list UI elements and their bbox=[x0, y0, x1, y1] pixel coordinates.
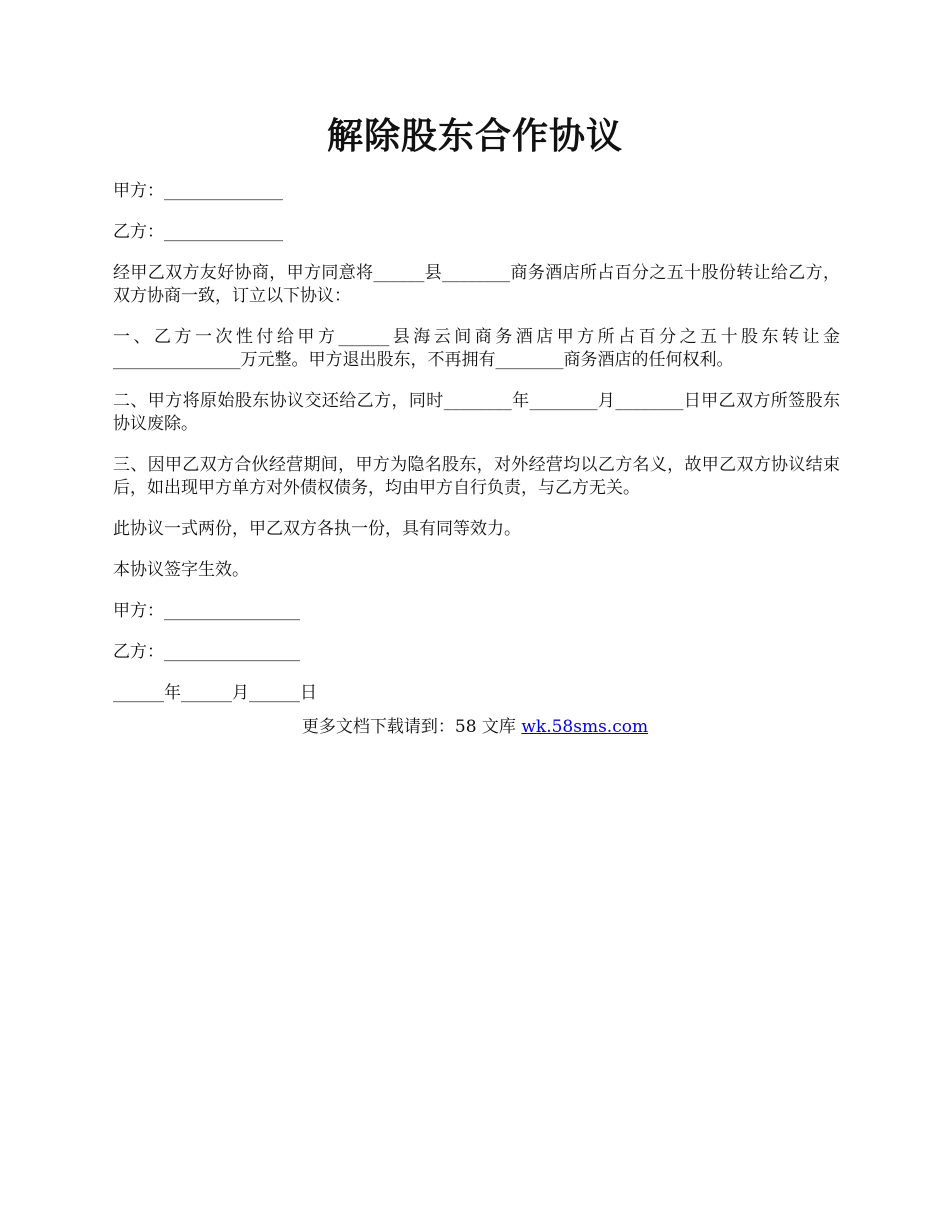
footer-link[interactable]: wk.58sms.com bbox=[521, 717, 649, 737]
party-b-line: 乙方：______________ bbox=[113, 222, 283, 242]
party-a-line: 甲方：______________ bbox=[113, 181, 283, 201]
document-title: 解除股东合作协议 bbox=[326, 115, 623, 157]
signature-date: ______年______月______日 bbox=[113, 683, 317, 703]
document-body bbox=[113, 180, 840, 723]
signature-party-b: 乙方：________________ bbox=[113, 642, 300, 662]
effective-statement: 本协议签字生效。 bbox=[113, 560, 249, 580]
clause-1: 一、乙方一次性付给甲方______县海云间商务酒店甲方所占百分之五十股东转让金_______________万元整。甲方退出股东，不再拥有________商务酒店的任何权利。 bbox=[113, 327, 840, 370]
copies-statement: 此协议一式两份，甲乙双方各执一份，具有同等效力。 bbox=[113, 519, 521, 539]
clause-2: 二、甲方将原始股东协议交还给乙方，同时________年________月________日甲乙双方所签股东协议废除。 bbox=[113, 391, 840, 434]
clause-3: 三、因甲乙双方合伙经营期间，甲方为隐名股东，对外经营均以乙方名义，故甲乙双方协议结束后，如出现甲方单方对外债权债务，均由甲方自行负责，与乙方无关。 bbox=[113, 455, 840, 498]
intro-paragraph: 经甲乙双方友好协商，甲方同意将______县________商务酒店所占百分之五十股份转让给乙方，双方协商一致，订立以下协议： bbox=[113, 263, 840, 306]
signature-party-a: 甲方：________________ bbox=[113, 601, 300, 621]
footer-text: 更多文档下载请到：58 文库 bbox=[301, 717, 522, 737]
download-footer bbox=[0, 716, 950, 739]
